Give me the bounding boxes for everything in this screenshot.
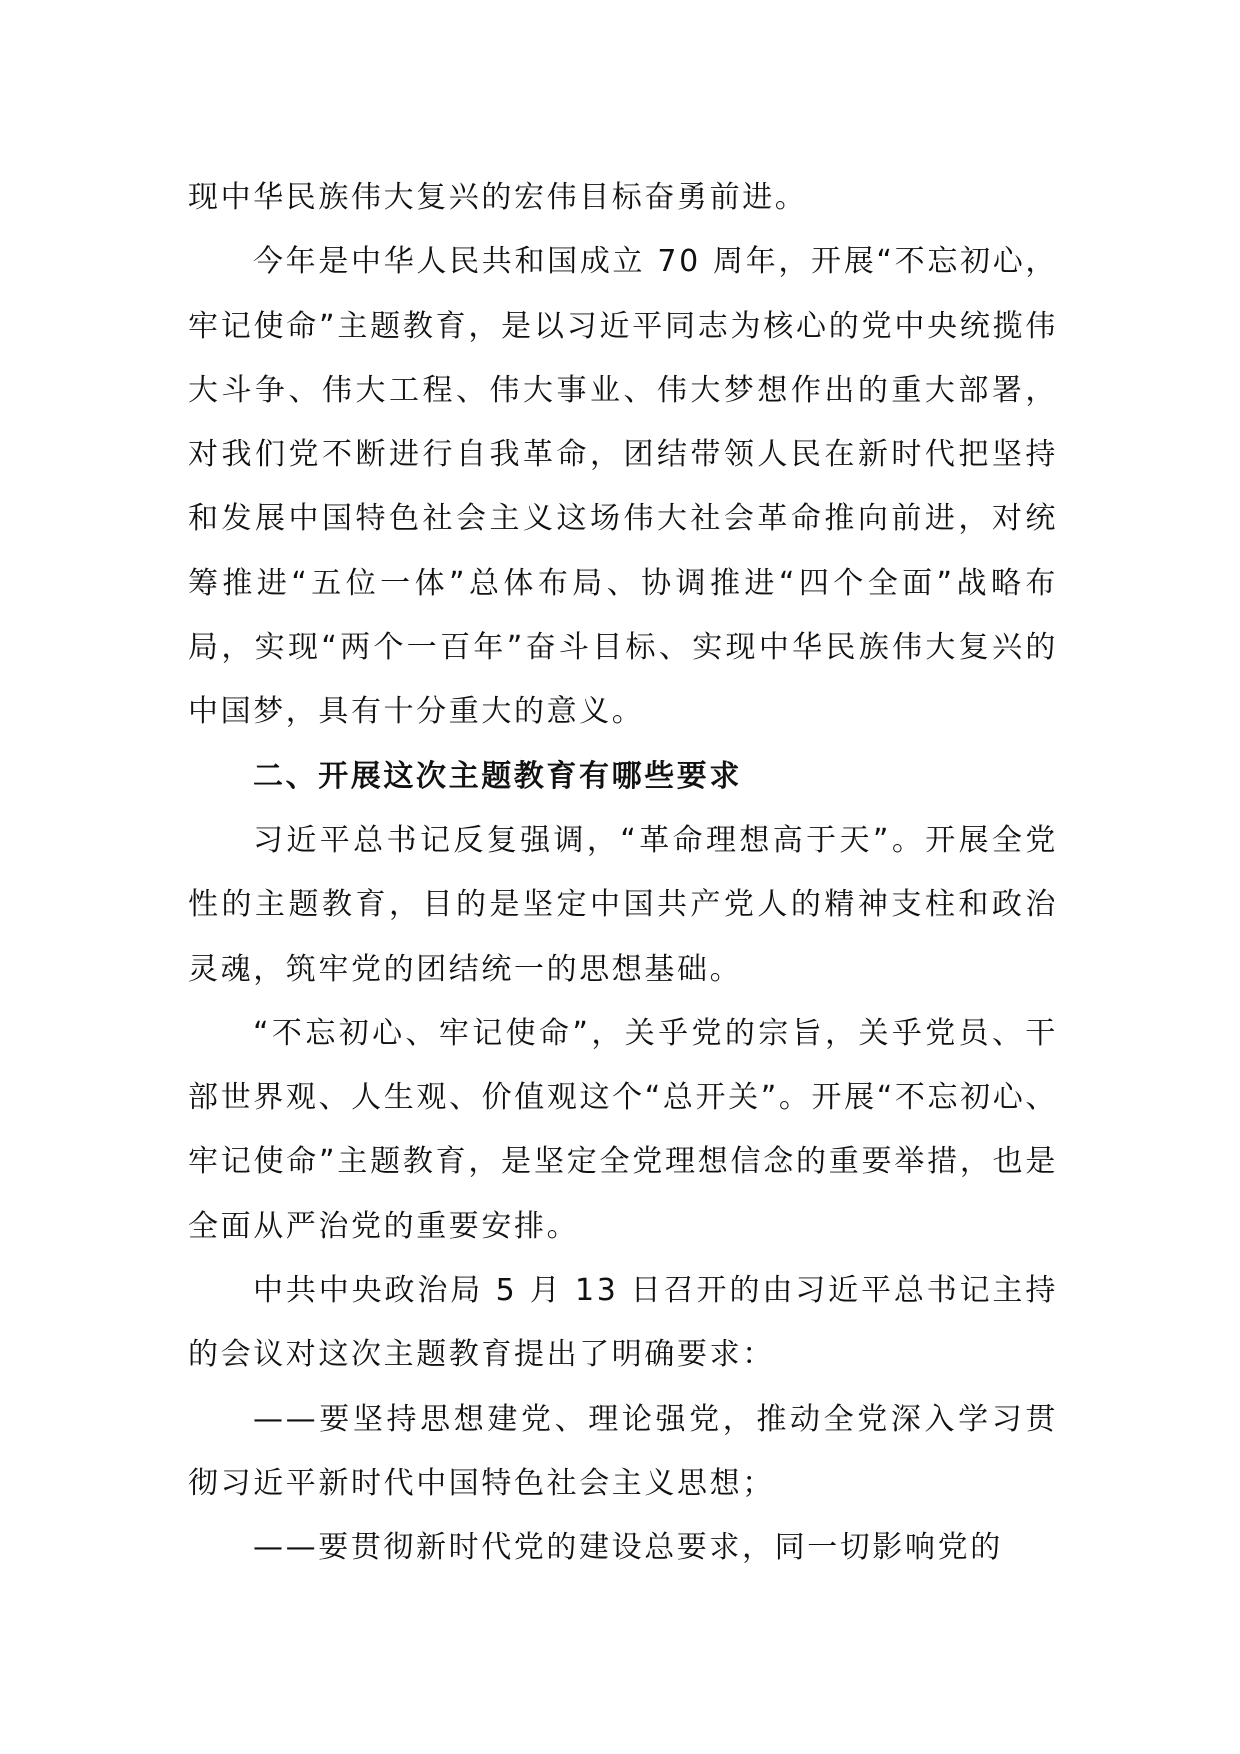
paragraph-continuation: 现中华民族伟大复兴的宏伟目标奋勇前进。 [188, 180, 808, 215]
list-item-party-building: ——要贯彻新时代党的建设总要求，同一切影响党的 [253, 1530, 1003, 1566]
paragraph-politburo-meeting: 中共中央政治局 5 月 13 日召开的由习近平总书记主持的会议对这次主题教育提出了明确要求： [188, 1273, 1058, 1373]
paragraph-anniversary: 今年是中华人民共和国成立 70 周年，开展“不忘初心，牢记使命”主题教育，是以习近平同志为核心的党中央统揽伟大斗争、伟大工程、伟大事业、伟大梦想作出的重大部署，对我们党不断进行自我革命，团结带领人民在新时代把坚持和发展中国特色社会主义这场伟大社会革命推向前进，对统筹推进“五位一体”总体布局、协调推进“四个全面”战略布局，实现“两个一百年”奋斗目标、实现中华民族伟大复兴的中国梦，具有十分重大的意义。 [188, 244, 1058, 730]
list-item-ideological-building: ——要坚持思想建党、理论强党，推动全党深入学习贯彻习近平新时代中国特色社会主义思想； [188, 1401, 1058, 1501]
paragraph-original-aspiration: “不忘初心、牢记使命”，关乎党的宗旨，关乎党员、干部世界观、人生观、价值观这个“总开关”。开展“不忘初心、牢记使命”主题教育，是坚定全党理想信念的重要举措，也是全面从严治党的重要安排。 [188, 1015, 1058, 1244]
section-heading: 二、开展这次主题教育有哪些要求 [253, 758, 742, 794]
document-body [188, 166, 1058, 1581]
paragraph-revolutionary-ideals: 习近平总书记反复强调，“革命理想高于天”。开展全党性的主题教育，目的是坚定中国共产党人的精神支柱和政治灵魂，筑牢党的团结统一的思想基础。 [188, 822, 1058, 987]
